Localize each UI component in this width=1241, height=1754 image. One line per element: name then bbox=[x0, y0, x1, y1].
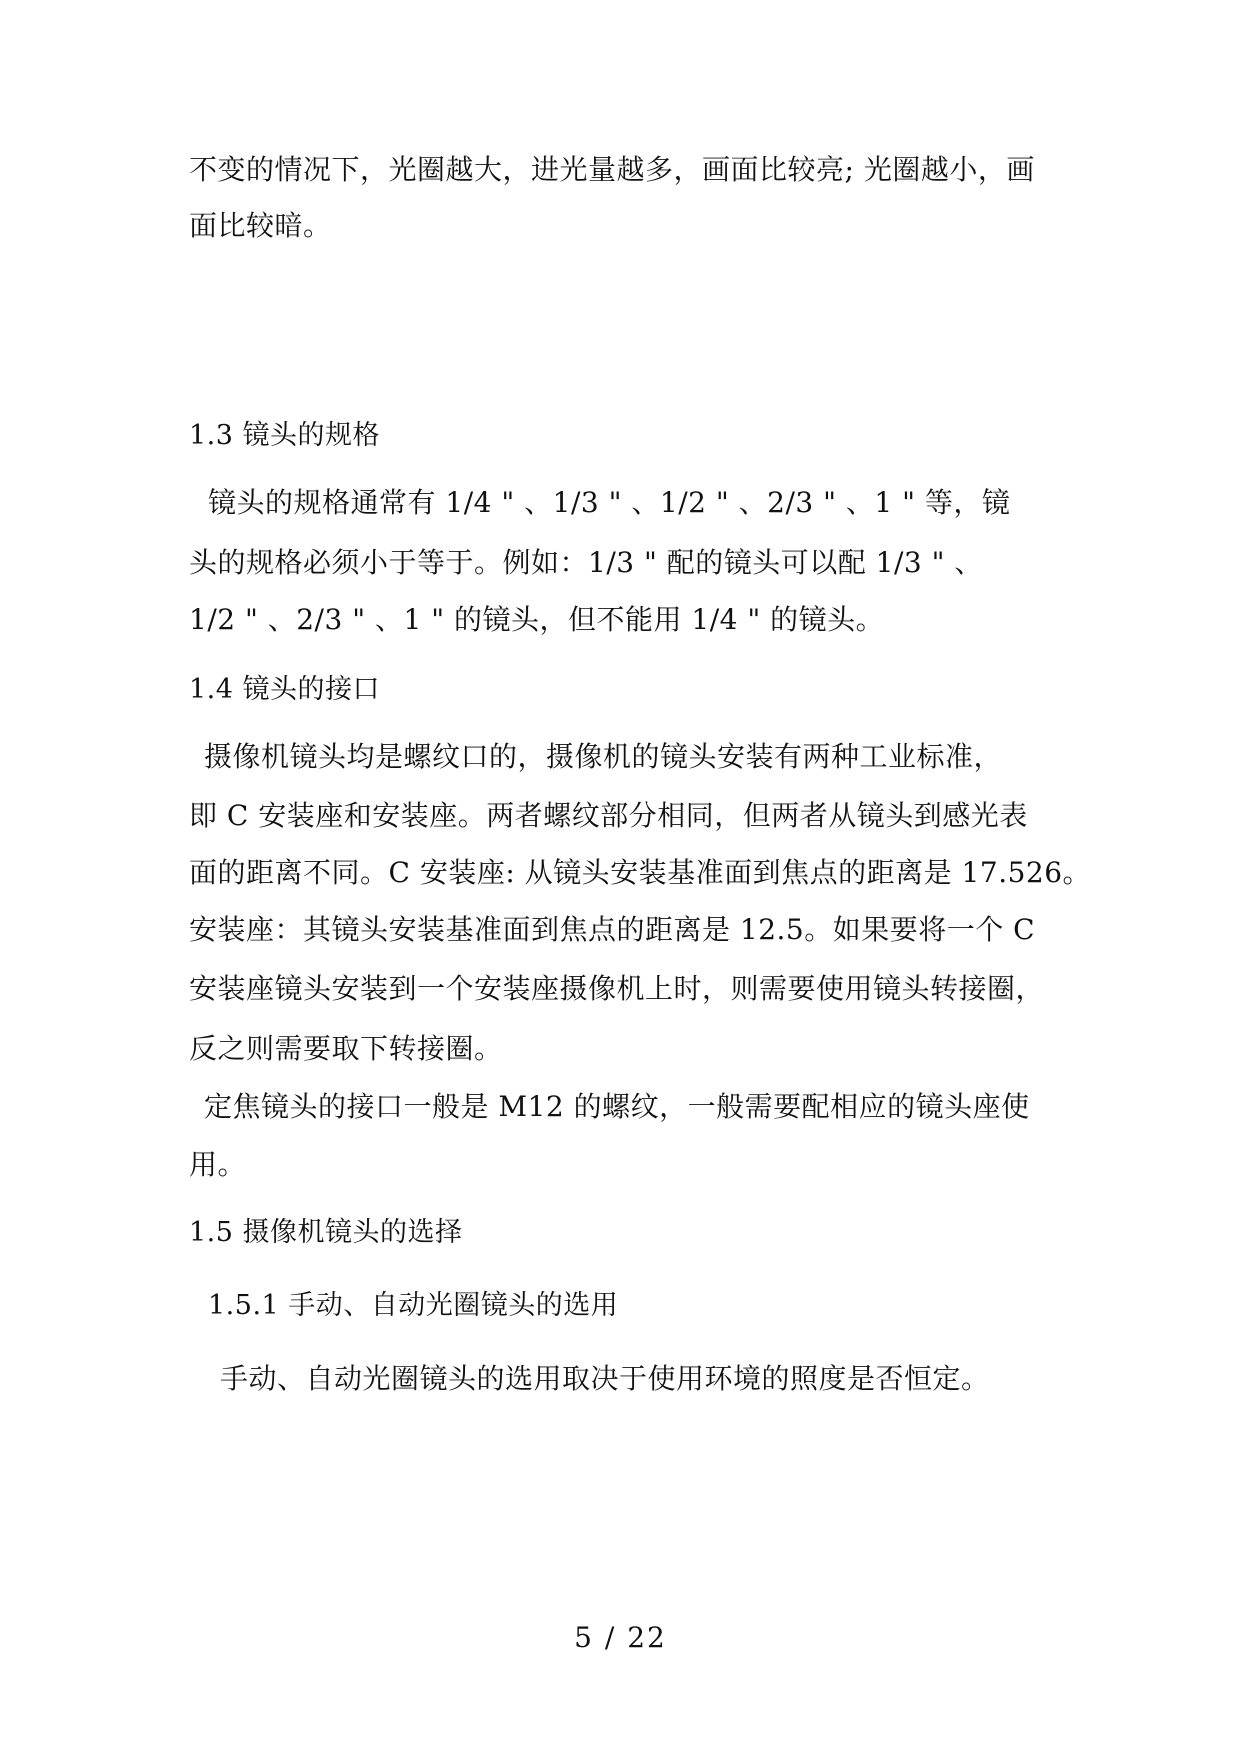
body-text-line: 反之则需要取下转接圈。 bbox=[189, 1032, 503, 1065]
body-text-line: 手动、自动光圈镜头的选用取决于使用环境的照度是否恒定。 bbox=[220, 1362, 990, 1395]
body-text-line: 面的距离不同。C 安装座: 从镜头安装基准面到焦点的距离是 17.526。 bbox=[189, 856, 1092, 889]
body-text-line: 摄像机镜头均是螺纹口的，摄像机的镜头安装有两种工业标准， bbox=[204, 740, 1003, 773]
body-text-line: 头的规格必须小于等于。例如：1/3 " 配的镜头可以配 1/3 " 、 bbox=[189, 546, 983, 579]
body-text-line: 1/2 " 、2/3 " 、1 " 的镜头，但不能用 1/4 " 的镜头。 bbox=[189, 603, 885, 636]
body-text-line: 用。 bbox=[189, 1148, 247, 1181]
body-text-line: 镜头的规格通常有 1/4 " 、1/3 " 、1/2 " 、2/3 " 、1 " 等，镜 bbox=[208, 486, 1011, 519]
section-heading-1-5: 1.5 摄像机镜头的选择 bbox=[189, 1217, 463, 1248]
subsection-heading-1-5-1: 1.5.1 手动、自动光圈镜头的选用 bbox=[208, 1290, 619, 1321]
body-text-line: 面比较暗。 bbox=[189, 209, 332, 242]
body-text-line: 不变的情况下，光圈越大，进光量越多，画面比较亮; 光圈越小，画 bbox=[189, 153, 1035, 186]
page-number: 5 / 22 bbox=[574, 1621, 667, 1654]
section-heading-1-4: 1.4 镜头的接口 bbox=[189, 674, 381, 705]
body-text-line: 安装座镜头安装到一个安装座摄像机上时，则需要使用镜头转接圈， bbox=[189, 972, 1045, 1005]
section-heading-1-3: 1.3 镜头的规格 bbox=[189, 420, 381, 451]
body-text-line: 安装座：其镜头安装基准面到焦点的距离是 12.5。如果要将一个 C bbox=[189, 913, 1036, 946]
body-text-line: 即 C 安装座和安装座。两者螺纹部分相同，但两者从镜头到感光表 bbox=[189, 799, 1028, 832]
body-text-line: 定焦镜头的接口一般是 M12 的螺纹，一般需要配相应的镜头座使 bbox=[204, 1090, 1030, 1123]
